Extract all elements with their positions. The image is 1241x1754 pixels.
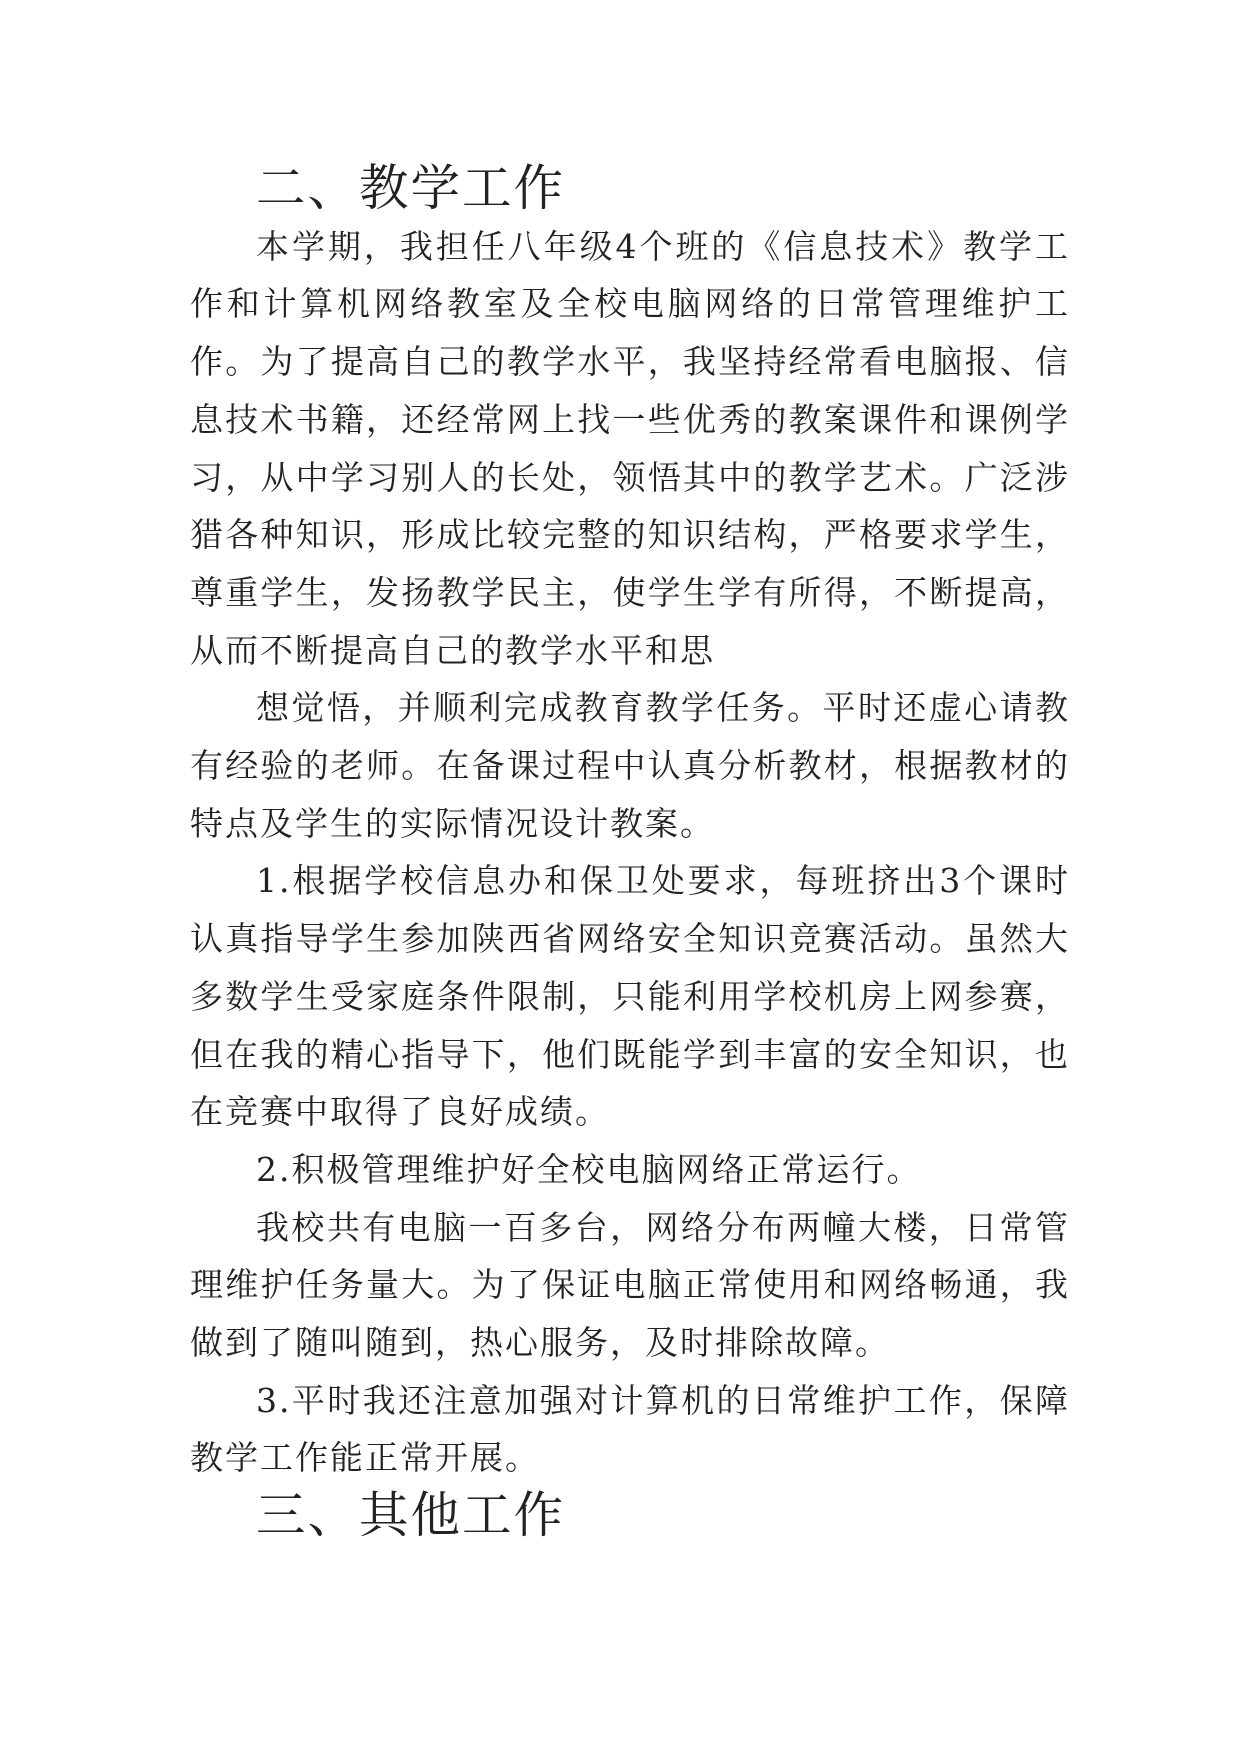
paragraph-network: 我校共有电脑一百多台，网络分布两幢大楼，日常管理维护任务量大。为了保证电脑正常使用和网络畅通，我做到了随叫随到，热心服务，及时排除故障。	[190, 1207, 1070, 1363]
list-item-3: 3.平时我还注意加强对计算机的日常维护工作，保障教学工作能正常开展。	[190, 1380, 1070, 1478]
paragraph-continue: 想觉悟，并顺利完成教育教学任务。平时还虚心请教有经验的老师。在备课过程中认真分析教材，根据教材的特点及学生的实际情况设计教案。	[190, 688, 1070, 843]
section-heading-teaching: 二、教学工作	[256, 159, 565, 217]
section-heading-other: 三、其他工作	[256, 1486, 565, 1545]
document-body	[190, 160, 1070, 1545]
list-item-2: 2.积极管理维护好全校电脑网络正常运行。	[256, 1149, 922, 1189]
paragraph-intro: 本学期，我担任八年级4个班的《信息技术》教学工作和计算机网络教室及全校电脑网络的日常管理维护工作。为了提高自己的教学水平，我坚持经常看电脑报、信息技术书籍，还经常网上找一些优秀的教案课件和课例学习，从中学习别人的长处，领悟其中的教学艺术。广泛涉猎各种知识，形成比较完整的知识结构，严格要求学生，尊重学生，发扬教学民主，使学生学有所得，不断提高，从而不断提高自己的教学水平和思	[190, 226, 1070, 670]
list-item-1: 1.根据学校信息办和保卫处要求，每班挤出3个课时认真指导学生参加陕西省网络安全知识竞赛活动。虽然大多数学生受家庭条件限制，只能利用学校机房上网参赛，但在我的精心指导下，他们既能学到丰富的安全知识，也在竞赛中取得了良好成绩。	[190, 861, 1070, 1132]
